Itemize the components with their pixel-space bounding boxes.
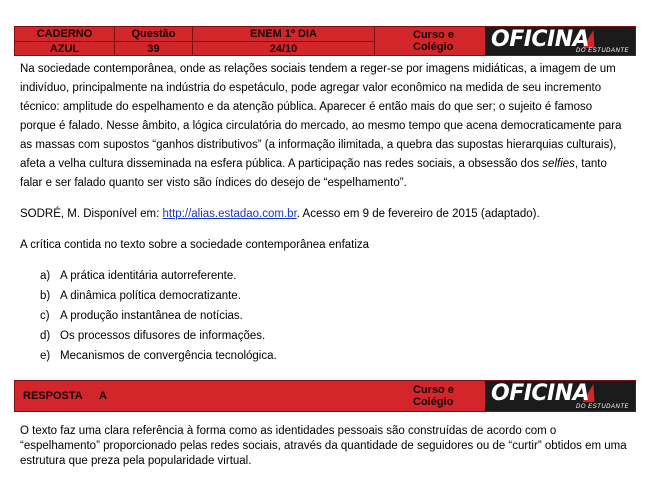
option-text: A produção instantânea de notícias. xyxy=(60,310,243,322)
oficina-logo xyxy=(485,27,635,55)
dia-label: ENEM 1º DIA xyxy=(250,28,317,40)
option-text: A dinâmica política democratizante. xyxy=(60,290,241,302)
curso-line-1: Curso e xyxy=(413,29,454,41)
option-b[interactable] xyxy=(40,286,277,306)
curso-label-bottom xyxy=(413,384,454,408)
logo-subtitle: DO ESTUDANTE xyxy=(575,48,629,54)
option-d[interactable] xyxy=(40,326,277,346)
answer-options xyxy=(40,266,277,366)
answer-explanation: O texto faz uma clara referência à forma como as identidades pessoais são construídas de acordo com o “espelhamento” proporcionado pelas redes sociais, através da quantidade de seguidores ou de “curtir” obtidos em uma estrutura que preza pela popularidade virtual. xyxy=(20,425,627,467)
passage-text xyxy=(20,60,630,193)
question-prompt: A crítica contida no texto sobre a sociedade contemporânea enfatiza xyxy=(20,239,370,251)
caderno-label: CADERNO xyxy=(36,28,93,40)
logo-subtitle: DO ESTUDANTE xyxy=(575,404,629,410)
option-a[interactable] xyxy=(40,266,277,286)
option-letter: e) xyxy=(40,350,51,362)
option-letter: b) xyxy=(40,290,51,302)
questao-cell xyxy=(115,27,193,55)
curso-line-1: Curso e xyxy=(413,384,454,396)
oficina-logo xyxy=(485,381,635,411)
answer-letter: A xyxy=(99,390,107,402)
answer-header xyxy=(14,380,636,412)
option-c[interactable] xyxy=(40,306,277,326)
questao-label: Questão xyxy=(131,28,176,40)
source-link[interactable]: http://alias.estadao.com.br xyxy=(162,208,297,220)
option-text: A prática identitária autorreferente. xyxy=(60,270,237,282)
source-suffix: . Acesso em 9 de fevereiro de 2015 (adaptado). xyxy=(296,208,540,220)
curso-line-2: Colégio xyxy=(413,41,454,53)
source-citation xyxy=(20,205,630,224)
caderno-cell xyxy=(15,27,115,55)
passage-body: Na sociedade contemporânea, onde as relações sociais tendem a reger-se por imagens midiáticas, a imagem de um indivíduo, principalmente na indústria do espetáculo, pode agregar valor econômico na medida de seu incremento técnico: amplitude do espelhamento e da atenção pública. Aparecer é então mais do que ser; o sujeito é famoso porque é falado. Nesse âmbito, a lógica circulatória do mercado, ao mesmo tempo que acena democraticamente para as massas com supostos “ganhos distributivos” (a informação ilimitada, a quebra das supostas hierarquias culturais), afeta a velha cultura disseminada na esfera pública. A participação nas redes sociais, a obsessão dos xyxy=(20,63,622,170)
caderno-value: AZUL xyxy=(15,41,114,56)
dia-cell xyxy=(193,27,375,55)
logo-text: OFICINA xyxy=(491,27,590,52)
curso-line-2: Colégio xyxy=(413,396,454,408)
question-header xyxy=(14,26,636,56)
option-text: Os processos difusores de informações. xyxy=(60,330,266,342)
logo-text: OFICINA xyxy=(491,381,590,406)
option-text: Mecanismos de convergência tecnológica. xyxy=(60,350,277,362)
curso-label-top xyxy=(413,29,454,53)
questao-value: 39 xyxy=(115,41,192,56)
option-letter: d) xyxy=(40,330,51,342)
answer-label: RESPOSTA xyxy=(23,390,83,402)
option-letter: c) xyxy=(40,310,50,322)
passage-italic: selfies xyxy=(542,158,575,170)
dia-value: 24/10 xyxy=(193,41,374,56)
option-letter: a) xyxy=(40,270,51,282)
source-prefix: SODRÉ, M. Disponível em: xyxy=(20,208,163,220)
passage-end: , tanto falar e ser falado quanto ser visto são índices do desejo de “espelhamento”. xyxy=(20,158,607,189)
option-e[interactable] xyxy=(40,346,277,366)
